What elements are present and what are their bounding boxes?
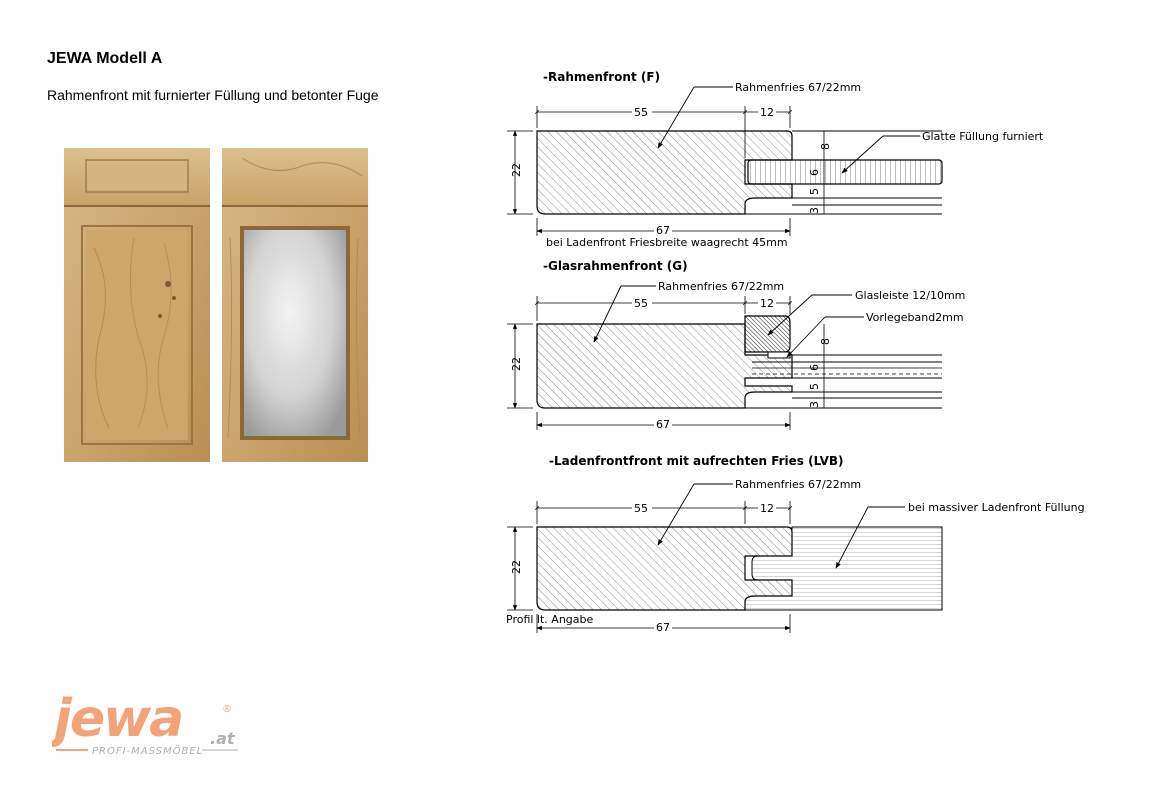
dim-22-s3: 22 [510,560,523,574]
veneer-panel-1 [748,160,942,184]
dim-55-s1: 55 [634,106,648,119]
callout-top-s1: Rahmenfries 67/22mm [735,81,862,94]
dim-12-s1: 12 [760,106,774,119]
jewa-logo [52,686,252,760]
vdim-3-s1: 3 [808,207,821,214]
page-title: JEWA Modell A [47,50,163,67]
vdim-8-s2: 8 [819,338,832,345]
logo-tagline: PROFI-MASSMÖBEL [92,746,204,757]
callout-right-s3: bei massiver Ladenfront Füllung [908,501,1085,514]
dim-12-s2: 12 [760,297,774,310]
note-s1: bei Ladenfront Friesbreite waagrecht 45mm [546,236,788,249]
logo-suffix: .at [210,729,235,748]
section-2-heading: -Glasrahmenfront (G) [543,259,688,273]
section-glasrahmenfront [507,259,965,431]
section-rahmenfront [507,70,1044,249]
callout-right-s1: Glatte Füllung furniert [922,130,1044,143]
section-1-heading: -Rahmenfront (F) [543,70,661,84]
vdim-8-s1: 8 [819,143,832,150]
dim-67-s2: 67 [656,418,670,431]
callout-right2-s2: Vorlegeband2mm [866,311,964,324]
dim-67-s3: 67 [656,621,670,634]
logo-brand: jewa [54,689,183,749]
callout-top-s2: Rahmenfries 67/22mm [658,280,785,293]
vdim-5-s1: 5 [808,188,821,195]
note-s3: Profil lt. Angabe [506,613,594,626]
logo-registered: ® [222,704,232,715]
callout-top-s3: Rahmenfries 67/22mm [735,478,862,491]
vdim-6-s1: 6 [808,169,821,176]
dim-22-s2: 22 [510,357,523,371]
callout-right-s2: Glasleiste 12/10mm [855,289,966,302]
dim-55-s2: 55 [634,297,648,310]
dim-67-s1: 67 [656,224,670,237]
section-ladenfront [506,454,1085,634]
section-3-heading: -Ladenfrontfront mit aufrechten Fries (LVB) [549,454,844,468]
dim-12-s3: 12 [760,502,774,515]
vdim-3-s2: 3 [808,401,821,408]
dim-22-s1: 22 [510,163,523,177]
vdim-5-s2: 5 [808,383,821,390]
page-subtitle: Rahmenfront mit furnierter Füllung und betonter Fuge [47,87,379,103]
vdim-6-s2: 6 [808,364,821,371]
dim-55-s3: 55 [634,502,648,515]
